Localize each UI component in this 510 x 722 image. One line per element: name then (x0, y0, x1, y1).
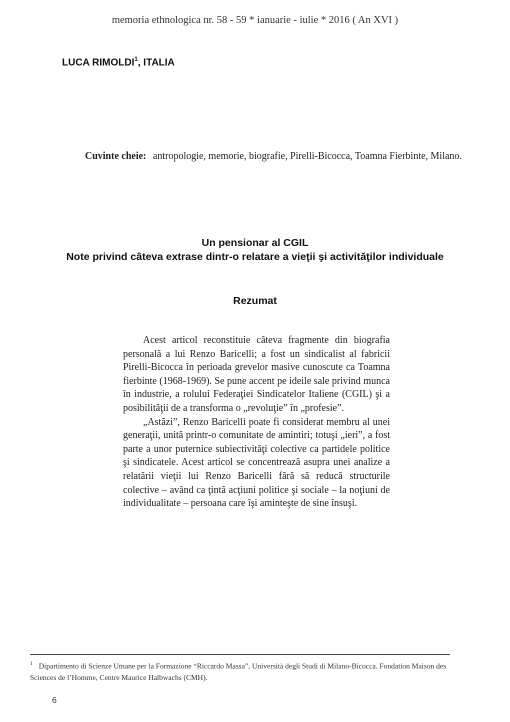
author-name: LUCA RIMOLDI (62, 57, 135, 69)
running-header: memoria ethnologica nr. 58 - 59 * ianuarie - iulie * 2016 ( An XVI ) (111, 15, 399, 26)
title-line-1: Un pensionar al CGIL (201, 237, 309, 249)
footnote (30, 659, 460, 683)
footnote-divider (30, 654, 450, 655)
abstract-paragraph-2: „Astăzi”, Renzo Baricelli poate fi considerat membru al unei generaţii, unită printr-o comunitate de amintiri; totuşi „ieri”, a fost parte a unor puternice subiectivităţi colective ca partidele politice şi sindicatele. Acest articol se concentrează asupra unei analize a relatării vieţii lui Renzo Baricelli fără să reducă structurile colective – având ca ţintă acţiuni politice şi sociale – la noţiuni de individualitate – persoana care îşi aminteşte de sine însuşi. (123, 416, 390, 510)
abstract-body (123, 334, 390, 511)
article-title (0, 236, 510, 264)
keywords-label: Cuvinte cheie: (85, 151, 147, 162)
abstract-paragraph-1: Acest articol reconstituie câteva fragmente din biografia personală a lui Renzo Baricelli; a fost un sindicalist al fabricii Pirelli-Bicocca în perioada grevelor masive cunoscute ca Toamna fierbinte (1968-1969). Se pune accent pe ideile sale privind munca în industrie, a rolului Federaţiei Sindicatelor Italiene (CGIL) şi a posibilităţii de a transforma o „revoluţie” în „profesie”. (123, 335, 390, 414)
keywords-text: antropologie, memorie, biografie, Pirelli-Bicocca, Toamna Fierbinte, Milano. (152, 151, 462, 162)
keywords (85, 151, 485, 162)
footnote-text: Dipartimento di Scienze Umane per la Formazione “Riccardo Massa”, Università degli Studi di Milano-Bicocca. Fondation Maison des Sciences de l’Homme, Centre Maurice Halbwachs (CMH). (30, 661, 447, 682)
footnote-mark: 1 (30, 661, 33, 667)
author-country: , ITALIA (137, 57, 175, 69)
page-number: 6 (52, 695, 57, 705)
abstract-heading: Rezumat (233, 295, 277, 307)
author-footnote-mark: 1 (134, 57, 138, 63)
title-line-2: Note privind câteva extrase dintr-o relatare a vieţii şi activităţilor individuale (66, 251, 444, 263)
author-line (62, 57, 175, 68)
